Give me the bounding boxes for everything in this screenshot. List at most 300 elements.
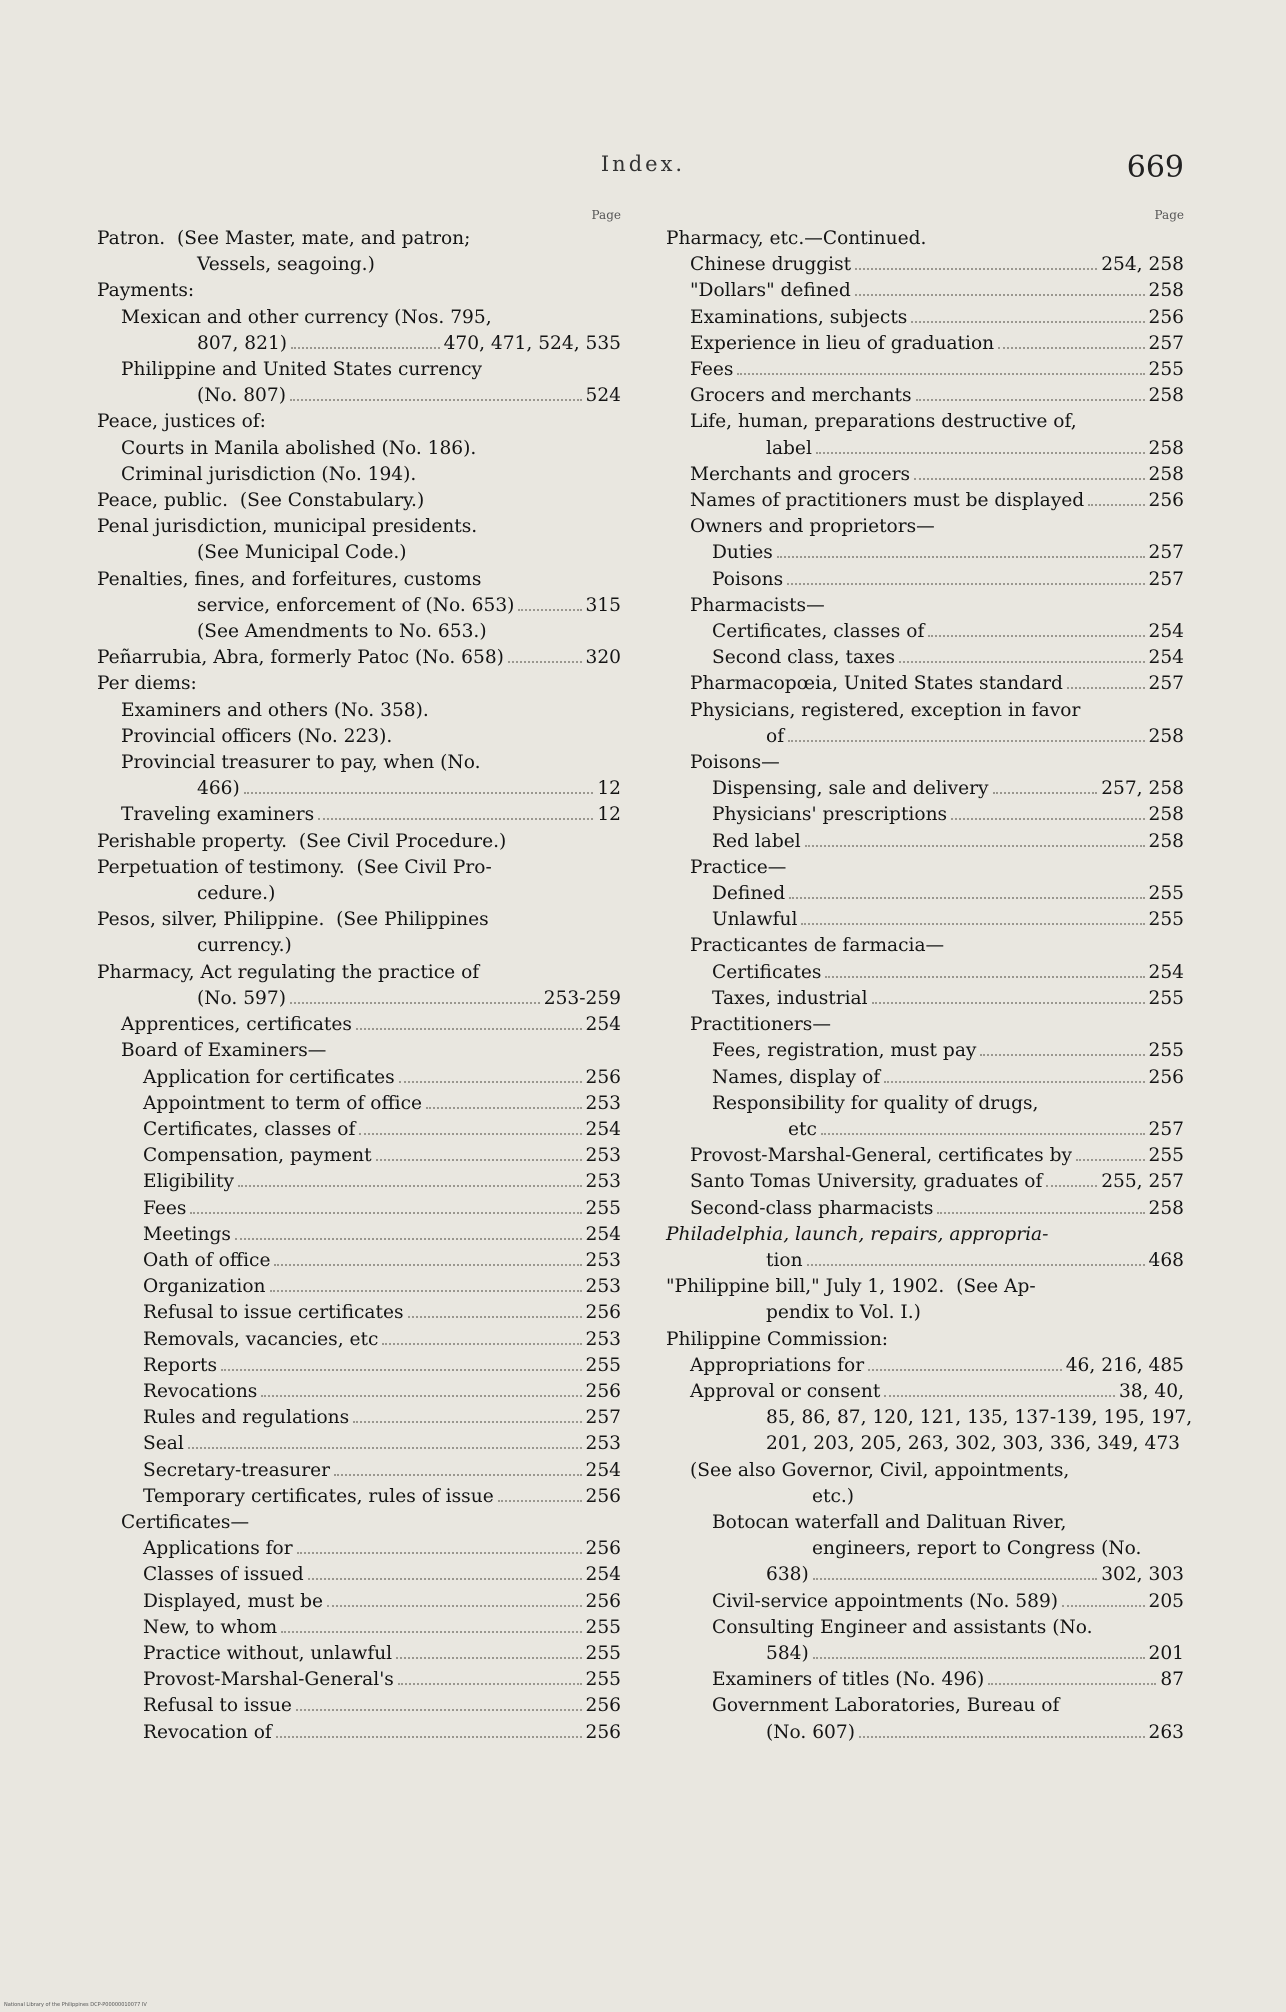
entry-text: Board of Examiners— xyxy=(121,1040,327,1062)
entry-page-ref: 253 xyxy=(585,1171,621,1193)
entry-text: Responsibility for quality of drugs, xyxy=(712,1092,1039,1114)
entry-text: Taxes, industrial xyxy=(712,987,868,1009)
entry-text: Provost-Marshal-General's xyxy=(143,1669,394,1691)
leader-dots xyxy=(993,792,1098,794)
index-entry xyxy=(97,1589,621,1615)
entry-text: New, to whom xyxy=(143,1616,278,1638)
index-entry xyxy=(666,1641,1184,1667)
leader-dots xyxy=(928,635,1144,637)
index-entry xyxy=(97,305,621,331)
index-entry xyxy=(97,1405,621,1431)
leader-dots xyxy=(916,399,1145,401)
entry-page-ref: 256 xyxy=(585,1485,621,1507)
index-entry xyxy=(666,1615,1184,1641)
entry-text: Dispensing, sale and delivery xyxy=(712,778,989,800)
index-entry xyxy=(97,1117,621,1143)
leader-dots xyxy=(399,1081,582,1083)
entry-text: Physicians' prescriptions xyxy=(712,804,948,826)
entry-text: Fees xyxy=(143,1197,187,1219)
index-entry xyxy=(97,1248,621,1274)
entry-text: Penalties, fines, and forfeitures, customs xyxy=(97,568,482,590)
entry-text: Unlawful xyxy=(712,909,798,931)
entry-page-ref: 258 xyxy=(1148,804,1184,826)
entry-text: (No. 807) xyxy=(197,385,286,407)
index-entry xyxy=(666,1589,1184,1615)
entry-text: Names, display of xyxy=(712,1066,881,1088)
entry-text: Government Laboratories, Bureau of xyxy=(712,1695,1060,1717)
library-footer: National Library of the Philippines DCP-P00000010077 IV xyxy=(4,2002,147,2008)
entry-page-ref: 256 xyxy=(585,1695,621,1717)
index-entry xyxy=(97,986,621,1012)
entry-text: 85, 86, 87, 120, 121, 135, 137-139, 195, 197, xyxy=(766,1407,1193,1429)
entry-page-ref: 257 xyxy=(1148,332,1184,354)
index-entry xyxy=(97,776,621,802)
entry-text: Certificates— xyxy=(121,1511,250,1533)
index-entry xyxy=(666,881,1184,907)
leader-dots xyxy=(914,478,1144,480)
index-entry xyxy=(97,750,621,776)
index-entry xyxy=(97,1091,621,1117)
entry-text: Perishable property. (See Civil Procedure.) xyxy=(97,830,507,852)
left-entry-list xyxy=(97,226,621,1746)
entry-page-ref: 524 xyxy=(585,385,621,407)
leader-dots xyxy=(1076,1159,1145,1161)
entry-text: Examiners of titles (No. 496) xyxy=(712,1669,985,1691)
index-entry xyxy=(97,671,621,697)
leader-dots xyxy=(244,792,594,794)
entry-page-ref: 263 xyxy=(1148,1721,1184,1743)
entry-page-ref: 254 xyxy=(585,1564,621,1586)
leader-dots xyxy=(408,1316,582,1318)
entry-page-ref: 255 xyxy=(585,1354,621,1376)
index-entry xyxy=(97,278,621,304)
entry-text: Apprentices, certificates xyxy=(121,1014,352,1036)
entry-text: Revocations xyxy=(143,1380,258,1402)
index-entry xyxy=(666,1353,1184,1379)
leader-dots xyxy=(356,1028,582,1030)
index-entry xyxy=(666,593,1184,619)
entry-text: Organization xyxy=(143,1276,266,1298)
entry-text: Pesos, silver, Philippine. (See Philippines xyxy=(97,909,489,931)
index-entry xyxy=(666,776,1184,802)
index-entry xyxy=(97,1562,621,1588)
entry-page-ref: 46, 216, 485 xyxy=(1065,1354,1184,1376)
entry-text: Practice— xyxy=(690,856,787,878)
leader-dots xyxy=(376,1159,582,1161)
index-entry xyxy=(97,829,621,855)
entry-text: Revocation of xyxy=(143,1721,272,1743)
entry-text: (See also Governor, Civil, appointments, xyxy=(690,1459,1070,1481)
index-entry xyxy=(97,802,621,828)
leader-dots xyxy=(807,1264,1145,1266)
leader-dots xyxy=(868,1369,1062,1371)
entry-page-ref: 255 xyxy=(1148,909,1184,931)
index-entry xyxy=(97,488,621,514)
leader-dots xyxy=(813,1657,1145,1659)
entry-page-ref: 254 xyxy=(1148,621,1184,643)
entry-text: Applications for xyxy=(143,1538,293,1560)
leader-dots xyxy=(872,1002,1145,1004)
entry-page-ref: 258 xyxy=(1148,830,1184,852)
entry-page-ref: 258 xyxy=(1148,725,1184,747)
entry-text: (No. 607) xyxy=(766,1721,855,1743)
entry-page-ref: 255 xyxy=(1148,1040,1184,1062)
index-entry xyxy=(97,1484,621,1510)
leader-dots xyxy=(951,818,1144,820)
leader-dots xyxy=(988,1683,1156,1685)
index-entry xyxy=(97,514,621,540)
index-entry xyxy=(666,698,1184,724)
entry-text: Santo Tomas University, graduates of xyxy=(690,1171,1043,1193)
entry-page-ref: 470, 471, 524, 535 xyxy=(443,332,621,354)
entry-text: Civil-service appointments (No. 589) xyxy=(712,1590,1059,1612)
entry-text: Philippine Commission: xyxy=(666,1328,889,1350)
entry-text: label xyxy=(766,437,812,459)
entry-text: Names of practitioners must be displayed xyxy=(690,490,1085,512)
index-entry xyxy=(666,1248,1184,1274)
entry-page-ref: 253 xyxy=(585,1433,621,1455)
entry-page-ref: 256 xyxy=(585,1721,621,1743)
index-entry xyxy=(666,357,1184,383)
index-entry xyxy=(666,383,1184,409)
leader-dots xyxy=(188,1447,582,1449)
index-entry xyxy=(97,619,621,645)
entry-text: Consulting Engineer and assistants (No. xyxy=(712,1616,1093,1638)
index-entry xyxy=(666,933,1184,959)
index-entry xyxy=(97,1353,621,1379)
entry-text: Pharmacists— xyxy=(690,594,825,616)
index-entry xyxy=(97,960,621,986)
index-entry xyxy=(666,1091,1184,1117)
index-entry xyxy=(97,698,621,724)
leader-dots xyxy=(327,1605,582,1607)
entry-page-ref: 255 xyxy=(1148,987,1184,1009)
index-entry xyxy=(666,226,1184,252)
leader-dots xyxy=(353,1421,581,1423)
entry-text: Traveling examiners xyxy=(121,804,315,826)
entry-text: Reports xyxy=(143,1354,218,1376)
running-title: Index. xyxy=(600,152,686,176)
index-entry xyxy=(97,855,621,881)
index-entry xyxy=(666,436,1184,462)
index-entry xyxy=(97,252,621,278)
entry-page-ref: 253 xyxy=(585,1249,621,1271)
leader-dots xyxy=(813,1578,1097,1580)
leader-dots xyxy=(777,556,1145,558)
leader-dots xyxy=(382,1343,581,1345)
entry-page-ref: 257 xyxy=(585,1407,621,1429)
leader-dots xyxy=(855,294,1145,296)
entry-text: Vessels, seagoing.) xyxy=(197,254,375,276)
entry-text: Courts in Manila abolished (No. 186). xyxy=(121,437,477,459)
index-entry xyxy=(97,436,621,462)
entry-text: Certificates, classes of xyxy=(712,621,925,643)
entry-page-ref: 257 xyxy=(1148,542,1184,564)
index-entry xyxy=(97,226,621,252)
index-entry xyxy=(97,1169,621,1195)
entry-text: Provincial treasurer to pay, when (No. xyxy=(121,752,481,774)
entry-page-ref: 256 xyxy=(1148,1066,1184,1088)
leader-dots xyxy=(825,976,1144,978)
index-entry xyxy=(666,960,1184,986)
index-entry xyxy=(97,1431,621,1457)
entry-page-ref: 256 xyxy=(585,1538,621,1560)
index-entry xyxy=(666,1536,1184,1562)
leader-dots xyxy=(221,1369,581,1371)
entry-page-ref: 257 xyxy=(1148,1118,1184,1140)
leader-dots xyxy=(855,268,1097,270)
index-entry xyxy=(666,829,1184,855)
index-entry xyxy=(97,409,621,435)
index-entry xyxy=(97,1300,621,1326)
entry-text: Seal xyxy=(143,1433,184,1455)
entry-text: Life, human, preparations destructive of, xyxy=(690,411,1077,433)
entry-text: Application for certificates xyxy=(143,1066,395,1088)
entry-page-ref: 255 xyxy=(585,1642,621,1664)
leader-dots xyxy=(1067,687,1145,689)
entry-page-ref: 253-259 xyxy=(543,987,621,1009)
entry-text: Second-class pharmacists xyxy=(690,1197,934,1219)
index-entry xyxy=(97,383,621,409)
right-entry-list xyxy=(666,226,1193,1746)
leader-dots xyxy=(290,1002,540,1004)
entry-page-ref: 256 xyxy=(585,1066,621,1088)
index-entry xyxy=(97,593,621,619)
entry-text: Chinese druggist xyxy=(690,254,852,276)
entry-text: service, enforcement of (No. 653) xyxy=(197,594,515,616)
index-entry xyxy=(666,1431,1184,1457)
index-entry xyxy=(97,1274,621,1300)
entry-text: Poisons— xyxy=(690,752,780,774)
index-entry xyxy=(666,252,1184,278)
entry-page-ref: 255, 257 xyxy=(1101,1171,1184,1193)
index-entry xyxy=(97,1641,621,1667)
entry-page-ref: 256 xyxy=(585,1590,621,1612)
index-entry xyxy=(666,1222,1184,1248)
index-entry xyxy=(666,1720,1184,1746)
entry-page-ref: 255 xyxy=(1148,883,1184,905)
entry-page-ref: 255 xyxy=(585,1616,621,1638)
leader-dots xyxy=(276,1736,582,1738)
leader-dots xyxy=(297,1552,582,1554)
leader-dots xyxy=(998,347,1144,349)
leader-dots xyxy=(859,1736,1145,1738)
entry-text: Red label xyxy=(712,830,801,852)
entry-text: Oath of office xyxy=(143,1249,271,1271)
entry-text: Approval or consent xyxy=(690,1380,881,1402)
index-entry xyxy=(666,724,1184,750)
index-entry xyxy=(97,1196,621,1222)
leader-dots xyxy=(334,1474,581,1476)
index-entry xyxy=(666,1274,1184,1300)
entry-text: Patron. (See Master, mate, and patron; xyxy=(97,228,471,249)
leader-dots xyxy=(261,1395,581,1397)
index-entry xyxy=(666,409,1184,435)
entry-page-ref: 258 xyxy=(1148,463,1184,485)
entry-page-ref: 256 xyxy=(1148,306,1184,328)
leader-dots xyxy=(290,399,582,401)
entry-text: 466) xyxy=(197,778,240,800)
entry-text: Eligibility xyxy=(143,1171,235,1193)
entry-text: Examinations, subjects xyxy=(690,306,908,328)
leader-dots xyxy=(1062,1605,1144,1607)
entry-text: "Dollars" defined xyxy=(690,280,851,302)
index-entry xyxy=(97,1510,621,1536)
entry-text: Pharmacopœia, United States standard xyxy=(690,673,1063,695)
entry-text: Practitioners— xyxy=(690,1014,831,1036)
entry-text: tion xyxy=(766,1249,803,1271)
entry-text: Practicantes de farmacia— xyxy=(690,935,945,957)
entry-text: engineers, report to Congress (No. xyxy=(812,1538,1142,1560)
entry-text: Certificates xyxy=(712,961,822,983)
index-entry xyxy=(666,750,1184,776)
entry-page-ref: 255 xyxy=(585,1669,621,1691)
entry-page-ref: 38, 40, xyxy=(1118,1380,1184,1402)
entry-page-ref: 254 xyxy=(585,1118,621,1140)
entry-page-ref: 255 xyxy=(1148,359,1184,381)
index-entry xyxy=(666,1405,1193,1431)
leader-dots xyxy=(235,1238,582,1240)
entry-text: of xyxy=(766,725,785,747)
entry-page-ref: 258 xyxy=(1148,280,1184,302)
entry-text: Practice without, unlawful xyxy=(143,1642,393,1664)
leader-dots xyxy=(805,845,1145,847)
index-entry xyxy=(97,1379,621,1405)
entry-text: 201, 203, 205, 263, 302, 303, 336, 349, 473 xyxy=(766,1433,1180,1455)
entry-text: 584) xyxy=(766,1642,809,1664)
page-column-label: Page xyxy=(1154,208,1184,222)
entry-page-ref: 257, 258 xyxy=(1101,778,1184,800)
index-entry xyxy=(97,567,621,593)
entry-text: Duties xyxy=(712,542,773,564)
right-column xyxy=(666,208,1193,1746)
index-entry xyxy=(97,462,621,488)
index-entry xyxy=(666,1300,1184,1326)
index-entry xyxy=(666,1379,1184,1405)
entry-page-ref: 257 xyxy=(1148,673,1184,695)
entry-text: Grocers and merchants xyxy=(690,385,912,407)
entry-text: Penal jurisdiction, municipal presidents. xyxy=(97,516,478,538)
entry-text: Physicians, registered, exception in favor xyxy=(690,699,1081,721)
index-entry xyxy=(666,1038,1184,1064)
entry-text: "Philippine bill," July 1, 1902. (See Ap- xyxy=(666,1276,1036,1298)
entry-page-ref: 254, 258 xyxy=(1101,254,1184,276)
entry-text: Philadelphia, launch, repairs, appropria- xyxy=(666,1223,1049,1245)
entry-page-ref: 254 xyxy=(585,1459,621,1481)
entry-page-ref: 302, 303 xyxy=(1101,1564,1184,1586)
entry-page-ref: 258 xyxy=(1148,385,1184,407)
index-entry xyxy=(666,567,1184,593)
entry-text: Appointment to term of office xyxy=(143,1092,423,1114)
entry-text: 638) xyxy=(766,1564,809,1586)
index-entry xyxy=(97,1667,621,1693)
index-entry xyxy=(666,1667,1184,1693)
index-entry xyxy=(666,671,1184,697)
leader-dots xyxy=(518,609,581,611)
entry-text: Provost-Marshal-General, certificates by xyxy=(690,1145,1072,1167)
index-entry xyxy=(97,1693,621,1719)
leader-dots xyxy=(281,1631,581,1633)
leader-dots xyxy=(1088,504,1144,506)
entry-page-ref: 256 xyxy=(1148,490,1184,512)
leader-dots xyxy=(190,1212,581,1214)
leader-dots xyxy=(737,373,1144,375)
index-entry xyxy=(666,278,1184,304)
leader-dots xyxy=(911,321,1144,323)
leader-dots xyxy=(899,661,1144,663)
index-entry xyxy=(666,462,1184,488)
index-entry xyxy=(666,1562,1184,1588)
entry-page-ref: 253 xyxy=(585,1328,621,1350)
entry-text: Fees, registration, must pay xyxy=(712,1040,977,1062)
entry-text: Rules and regulations xyxy=(143,1407,350,1429)
entry-text: Poisons xyxy=(712,568,784,590)
index-entry xyxy=(97,1012,621,1038)
index-entry xyxy=(97,1327,621,1353)
index-entry xyxy=(666,1484,1184,1510)
leader-dots xyxy=(816,452,1145,454)
entry-text: Peace, public. (See Constabulary.) xyxy=(97,490,425,512)
index-entry xyxy=(97,907,621,933)
leader-dots xyxy=(359,1133,581,1135)
entry-page-ref: 468 xyxy=(1148,1249,1184,1271)
entry-text: Certificates, classes of xyxy=(143,1118,356,1140)
index-entry xyxy=(666,1117,1184,1143)
entry-page-ref: 258 xyxy=(1148,1197,1184,1219)
index-entry xyxy=(666,1012,1184,1038)
index-entry xyxy=(97,1038,621,1064)
leader-dots xyxy=(884,1395,1115,1397)
index-entry xyxy=(666,1143,1184,1169)
entry-text: Per diems: xyxy=(97,673,197,695)
entry-page-ref: 253 xyxy=(585,1276,621,1298)
entry-text: Peace, justices of: xyxy=(97,411,266,433)
entry-text: (See Amendments to No. 653.) xyxy=(197,621,487,643)
entry-text: currency.) xyxy=(197,935,292,957)
index-entry xyxy=(666,855,1184,881)
entry-page-ref: 256 xyxy=(585,1380,621,1402)
leader-dots xyxy=(980,1054,1144,1056)
page-number: 669 xyxy=(1126,150,1184,185)
leader-dots xyxy=(884,1081,1144,1083)
index-entry xyxy=(666,1065,1184,1091)
index-entry xyxy=(97,645,621,671)
entry-text: Payments: xyxy=(97,280,195,302)
entry-page-ref: 315 xyxy=(585,594,621,616)
entry-text: Refusal to issue certificates xyxy=(143,1302,404,1324)
leader-dots xyxy=(238,1185,581,1187)
entry-text: Philippine and United States currency xyxy=(121,359,483,381)
entry-text: Displayed, must be xyxy=(143,1590,323,1612)
index-entry xyxy=(97,1143,621,1169)
entry-text: Pharmacy, etc.—Continued. xyxy=(666,228,927,249)
index-entry xyxy=(97,331,621,357)
index-entry xyxy=(97,1536,621,1562)
index-entry xyxy=(97,881,621,907)
index-entry xyxy=(666,488,1184,514)
entry-text: Owners and proprietors— xyxy=(690,516,935,538)
entry-text: Perpetuation of testimony. (See Civil Pro- xyxy=(97,856,492,878)
entry-page-ref: 254 xyxy=(1148,961,1184,983)
index-entry xyxy=(666,305,1184,331)
index-entry xyxy=(666,1693,1184,1719)
index-entry xyxy=(666,645,1184,671)
entry-text: etc xyxy=(788,1118,817,1140)
index-entry xyxy=(97,1615,621,1641)
entry-text: Second class, taxes xyxy=(712,647,896,669)
entry-page-ref: 254 xyxy=(1148,647,1184,669)
entry-text: cedure.) xyxy=(197,883,276,905)
